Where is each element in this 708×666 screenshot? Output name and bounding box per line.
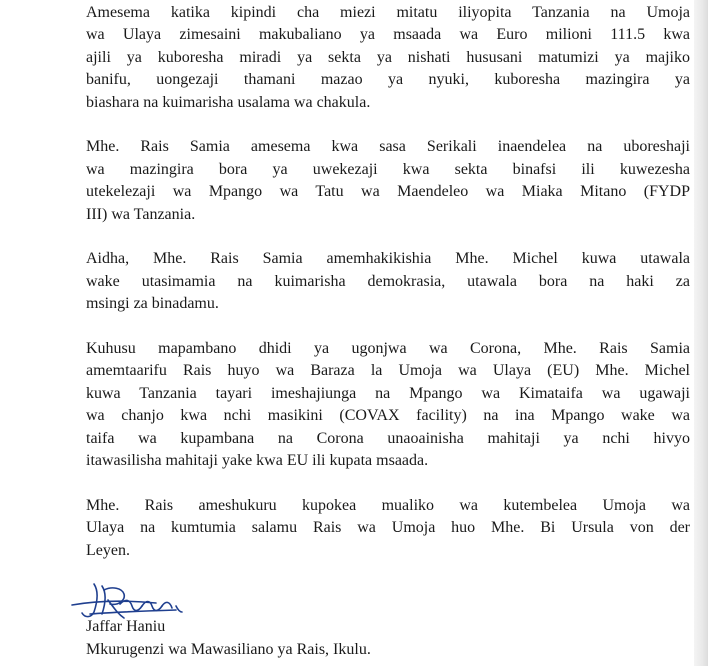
- paragraph-line: Leyen.: [86, 541, 130, 559]
- paragraph-line: Kuhusu mapambano dhidi ya ugonjwa wa Corona, Mhe. Rais Samia: [86, 340, 690, 358]
- paragraph-line: amemtaarifu Rais huyo wa Baraza la Umoja wa Ulaya (EU) Mhe. Michel: [86, 362, 690, 380]
- paragraph-line: biashara na kuimarisha usalama wa chakula.: [86, 93, 371, 111]
- paragraph-1: [86, 2, 690, 114]
- paragraph-line: taifa wa kupambana na Corona unaoainisha mahitaji ya nchi hivyo: [86, 429, 690, 447]
- paragraph-line: wa chanjo kwa nchi masikini (COVAX facility) na ina Mpango wake wa: [86, 407, 690, 425]
- paragraph-line: ajili ya kuboresha miradi ya sekta ya nishati hususani matumizi ya majiko: [86, 48, 690, 66]
- paragraph-2: [86, 136, 690, 226]
- paragraph-line: wa Ulaya zimesaini makubaliano ya msaada wa Euro milioni 111.5 kwa: [86, 26, 690, 44]
- paragraph-line: kuwa Tanzania tayari imeshajiunga na Mpango wa Kimataifa wa ugawaji: [86, 384, 690, 402]
- document-body: [86, 2, 690, 584]
- paragraph-line: Aidha, Mhe. Rais Samia amemhakikishia Mhe. Michel kuwa utawala: [86, 250, 690, 268]
- paragraph-line: itawasilisha mahitaji yake kwa EU ili kupata msaada.: [86, 452, 429, 470]
- paragraph-line: Mhe. Rais ameshukuru kupokea mualiko wa kutembelea Umoja wa: [86, 496, 690, 514]
- paragraph-5: [86, 495, 690, 562]
- paragraph-line: Amesema katika kipindi cha miezi mitatu iliyopita Tanzania na Umoja: [86, 4, 690, 21]
- paragraph-4: [86, 338, 690, 472]
- paragraph-line: banifu, uongezaji thamani mazao ya nyuki, kuboresha mazingira ya: [86, 71, 690, 89]
- paragraph-line: msingi za binadamu.: [86, 295, 219, 313]
- paragraph-line: utekelezaji wa Mpango wa Tatu wa Maendeleo wa Miaka Mitano (FYDP: [86, 183, 690, 201]
- paragraph-line: III) wa Tanzania.: [86, 205, 196, 223]
- paragraph-line: wake utasimamia na kuimarisha demokrasia, utawala bora na haki za: [86, 272, 690, 290]
- paragraph-line: Mhe. Rais Samia amesema kwa sasa Serikali inaendelea na uboreshaji: [86, 138, 690, 156]
- paragraph-line: Ulaya na kumtumia salamu Rais wa Umoja huo Mhe. Bi Ursula von der: [86, 519, 690, 537]
- page-edge-shadow: [694, 0, 708, 666]
- signatory-name: Jaffar Haniu: [86, 618, 166, 635]
- signatory-title: Mkurugenzi wa Mawasiliano ya Rais, Ikulu.: [86, 641, 371, 658]
- paragraph-3: [86, 248, 690, 315]
- paragraph-line: wa mazingira bora ya uwekezaji kwa sekta binafsi ili kuwezesha: [86, 160, 690, 178]
